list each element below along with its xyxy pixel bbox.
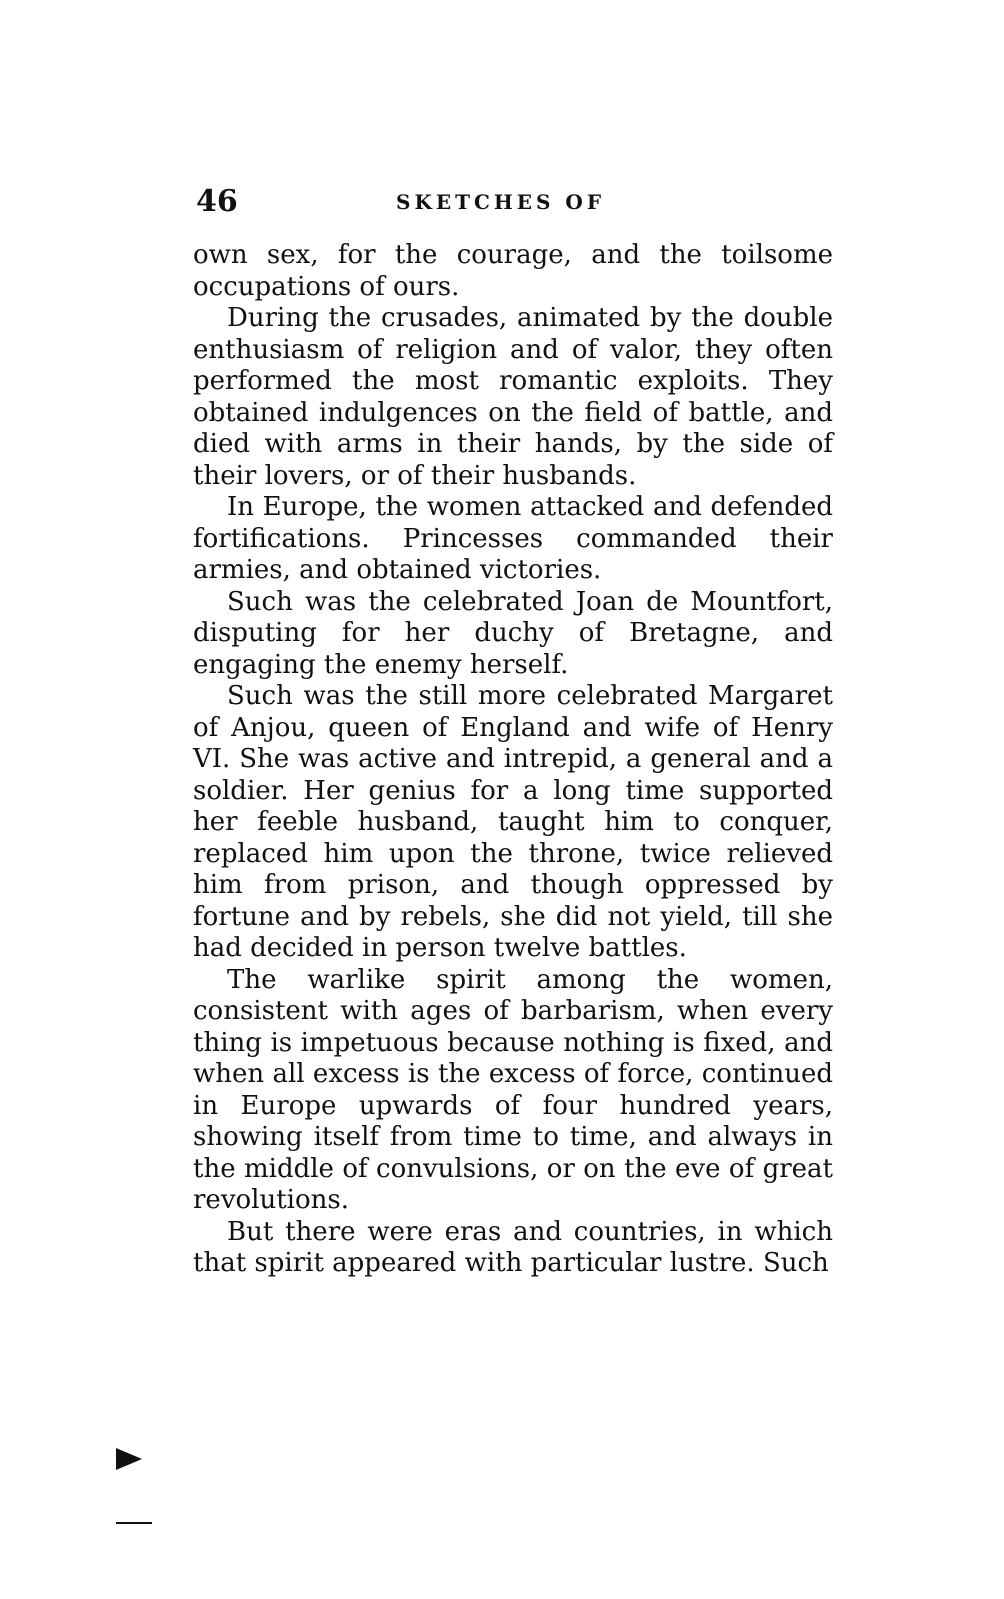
paragraph-2: During the crusades, animated by the double enthusiasm of religion and of valor, they often performed the most romantic exploits. They obtained indulgences on the field of battle, and died with arms in their hands, by the side of their lovers, or of their husbands. [193,303,833,491]
paragraph-6: The warlike spirit among the women, consistent with ages of barbarism, when every thing is impetuous because nothing is fixed, and when all excess is the excess of force, continued in Europe upwards of four hundred years, showing itself from time to time, and always in the middle of convulsions, or on the eve of great revolutions. [193,964,833,1215]
margin-rule [116,1522,152,1524]
paragraph-4: Such was the celebrated Joan de Mountfort, disputing for her duchy of Bretagne, and engaging the enemy herself. [193,586,833,680]
running-head: SKETCHES OF [396,190,606,214]
paragraph-7: But there were eras and countries, in which that spirit appeared with particular lustre. Such [193,1216,833,1278]
page-header [196,184,836,224]
page-number: 46 [196,184,238,219]
paragraph-3: In Europe, the women attacked and defended fortifications. Princesses commanded their armies, and obtained victories. [193,492,833,585]
arrow-mark-icon [116,1448,142,1470]
paragraph-1: own sex, for the courage, and the toilsome occupations of ours. [193,240,833,302]
body-text [193,240,833,1280]
paragraph-5: Such was the still more celebrated Margaret of Anjou, queen of England and wife of Henry VI. She was active and intrepid, a general and a soldier. Her genius for a long time supported her feeble husband, taught him to conquer, replaced him upon the throne, twice relieved him from prison, and though oppressed by fortune and by rebels, she did not yield, till she had decided in person twelve battles. [193,681,833,963]
